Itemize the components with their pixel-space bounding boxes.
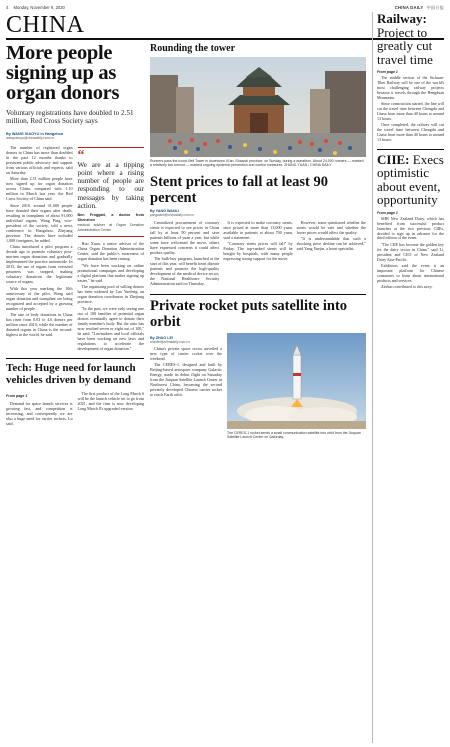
satellite-story	[150, 294, 366, 440]
pull-quote-text: We are at a tipping point where a rising number of people are responding to our messages by taking action.	[77, 160, 144, 210]
brand	[395, 5, 444, 11]
stent-byline: By YANG WANLI	[150, 208, 179, 213]
lead-headline[interactable]: More people signing up as organ donors	[6, 42, 120, 104]
ciie-paragraph: Exhibitors said the event is an important platform for Chinese consumers to learn about international products and services.	[377, 262, 444, 283]
railway-body	[377, 76, 444, 143]
ciie-headline[interactable]	[377, 153, 444, 207]
satellite-paragraph: China's private space sector unveiled a new type of carrier rocket over the weekend.	[150, 345, 222, 361]
lead-byline: By WANG XIAOYU in Hangzhou	[6, 131, 64, 136]
tech-story	[6, 358, 144, 428]
stent-paragraph: The bulk-buy program, launched at the start of this year, will benefit heart disease patients and promote the high-quality development of the medical device sector, the National Healthcare Security Administration said on Thursday.	[150, 256, 220, 287]
railway-headline[interactable]	[377, 12, 444, 66]
tech-headline[interactable]: Tech: Huge need for launch vehicles driven by demand	[6, 362, 136, 387]
ciie-headline-text: Execs optimistic about event, opportunity	[377, 151, 444, 208]
lead-paragraph: Huo Xuan, a senior advisor of the China Organ Donation Administration Center, said the public's awareness of organ donation has been raising.	[77, 241, 144, 262]
railway-paragraph: Since construction started, the line will cut the travel time between Chengdu and Lhasa from more than 40 hours to around 13 hours.	[377, 101, 444, 121]
lead-paragraph: Since 2010, around 31,000 people have donated their organs after death, resulting in transplants of about 91,000 individual organs, Wang Ping, vice-president of the society, told a news conference in Hangzhou, Zhejiang province. The donors have included 1,000 foreigners, he added.	[6, 202, 73, 243]
railway-headline-label: Railway:	[377, 11, 427, 26]
brand-name-cn: 中国日报	[426, 4, 444, 10]
railway-headline-text: Project to greatly cut travel time	[377, 24, 433, 67]
ciie-contributor-note: Xinhua contributed to this story.	[381, 284, 433, 290]
ciie-paragraph: SHR New Zealand Dairy, which has benefited from successful product launches at the two previous CIIEs, decided to sign up in advance for the third edition of the event.	[377, 215, 444, 241]
marathon-caption: Runners pass the iconic Bell Tower in downtown Xi'an, Shaanxi province, on Sunday, during a marathon. About 24,000 runners — marked a relatively low turnout — marked ongoing epidemic prevention and control measures. ZHANG YUAN / CHINA DAILY	[150, 159, 364, 168]
lead-body-col2	[78, 145, 145, 352]
tech-body-col1	[6, 391, 73, 428]
lead-paragraph: The organizing pool of willing donors has been widened by Cao Yuefeng, an organ donation coordinator in Zhejiang province.	[77, 284, 144, 305]
railway-from-page: From page 1	[377, 70, 398, 74]
right-column	[372, 12, 444, 743]
lead-paragraph: The rate of body donations in China has risen from 0.03 to 4.6 donors per million since 2010, while the number of donated organs in China is the second-highest in the world, he said.	[6, 312, 73, 338]
lead-paragraph: With this year marking the 10th anniversary of the pilot, Wang said organ donation and transplant are being recognized and accepted by a growing number of people.	[6, 285, 73, 311]
pull-quote	[78, 147, 145, 237]
railway-paragraph: Once completed, the railway will cut the travel time between Chengdu and Lhasa from more than 40 hours to around 13 hours.	[377, 122, 444, 142]
pull-quote-name: Ben Froggatt, a doctor from Shenzhen	[77, 213, 144, 223]
stent-headline[interactable]: Stent prices to fall at least 90 percent	[150, 173, 328, 206]
marathon-photo[interactable]	[150, 57, 366, 157]
stent-body	[150, 220, 366, 288]
ciie-headline-label: CIIE:	[377, 151, 410, 167]
stent-body-col1	[150, 220, 219, 288]
pull-quote-role: medical adviser at Organ Donation Administration Center	[77, 223, 144, 233]
brand-name: CHINA DAILY	[394, 4, 424, 10]
rocket-figure	[227, 333, 366, 440]
stent-body-col2	[223, 220, 292, 288]
stent-paragraph: However, some questioned whether the stents would be safe and whether the lower prices would affect the quality.	[296, 219, 366, 235]
railway-paragraph: The middle section of the Sichuan-Tibet Railway will be one of the world's most challenging railway projects because it travels through the Hengduan Mountains.	[377, 75, 444, 100]
rocket-photo-image	[227, 333, 366, 429]
tech-body	[6, 391, 144, 428]
lead-paragraph: More than 2.51 million people have now signed up for organ donation across China, compared with 1.10 million in March last year, the Red Cross Society of China said.	[6, 176, 73, 202]
stent-paragraph: Centralized procurement of coronary stents is expected to see prices in China fall by at least 90 percent and save patients billions of yuan a year, but while some have welcomed the move, others have expressed concerns it could affect product quality.	[150, 219, 220, 255]
lead-paragraph: The number of registered organ donors in China has more than doubled in the past 12 months thanks to persistent public advocacy and support from various officials and experts, said on Saturday.	[6, 144, 73, 175]
middle-column	[150, 43, 366, 743]
satellite-row	[150, 333, 366, 440]
lead-paragraph: "We have been working on online promotional campaigns and developing a digital platform that makes signing up easier," he said.	[77, 262, 144, 283]
ciie-paragraph: "The CIIE has become the golden key for the dairy sector in China," said Li, president and CEO of New Zealand Dairy Asia-Pacific.	[377, 241, 444, 262]
satellite-paragraph: The CERES-1, designed and built by Beijing-based aerospace company Galactic Energy, made its debut flight on Saturday from the Jiuquan Satellite Launch Center in Northwest China, becoming the second privately developed Chinese carrier rocket to reach Earth orbit.	[150, 362, 222, 398]
stent-body-col3	[297, 220, 366, 288]
page-number: 4	[6, 5, 9, 10]
stent-paragraph: "It is understandable that such a shocking price decline can be achieved," said Yang Yuejin, a heart specialist.	[296, 236, 366, 252]
lead-paragraph: China introduced a pilot program a decade ago to promote voluntary post-mortem organ donations and gradually implemented the practice nationwide. In 2015, the use of organs from executed prisoners was stopped, making voluntary donations the legitimate source of organs.	[6, 244, 73, 285]
tech-paragraph: Demand for space launch services is growing fast, and competition is increasing, and consequently we are also a huge need for carrier rockets, Lu said.	[6, 401, 73, 427]
satellite-headline[interactable]: Private rocket puts satellite into orbit	[150, 297, 348, 330]
ciie-body	[377, 217, 444, 290]
lead-body	[6, 145, 144, 352]
marathon-photo-image	[150, 57, 366, 157]
ciie-story	[377, 149, 444, 290]
ciie-from-page: From page 1	[377, 210, 398, 215]
rocket-photo[interactable]	[227, 333, 366, 429]
issue-date: Monday, November 9, 2020	[13, 5, 65, 10]
rocket-caption: The CERES-1 rocket sends a small communication satellite into orbit from the Jiuquan Satellite Launch Center on Saturday.	[227, 430, 361, 439]
lead-body-col1	[6, 145, 73, 352]
stent-paragraph: "Coronary stents prices will fall" by Friday. The top-ranked stents will be bought by hospitals, with many people expressing strong support for the move.	[223, 241, 293, 262]
stent-paragraph: It is expected to make coronary stents, once priced at more than 13,000 yuan, available to patients at about 700 yuan, said a statement.	[223, 219, 293, 240]
tech-from-page: From page 1	[6, 394, 28, 399]
tech-paragraph: The first product of the Long March 6 will be the launch vehicle set to go from 2021, and the firm is now developing Long March 8's upgraded version.	[77, 391, 144, 412]
satellite-email[interactable]: zhaolei@chinadaily.com.cn	[150, 339, 190, 344]
lead-email[interactable]: wangxiaoyu@chinadaily.com.cn	[6, 135, 55, 140]
lead-paragraph: "In the past, we were only seeing one out of 100 families of potential organ donors eventually agree to donate their family member's body. But the ratio has now reached seven or eight out of 100," he said. "Lawmakers and local officials have been working on new laws and regulations to accelerate the development of organ donation."	[77, 305, 144, 351]
stent-email[interactable]: yangwanli@chinadaily.com.cn	[150, 212, 194, 217]
lead-subhead: Voluntary registrations have doubled to 2.51 million, Red Cross Society says	[6, 109, 134, 126]
lead-story	[6, 43, 144, 743]
section-title: CHINA	[6, 12, 85, 38]
satellite-text	[150, 333, 222, 440]
tech-body-col2	[78, 391, 145, 428]
satellite-byline: By ZHAO LEI	[150, 335, 173, 340]
satellite-body	[150, 346, 222, 398]
photo-kicker: Rounding the tower	[150, 43, 236, 54]
quote-mark-icon: “	[77, 147, 85, 163]
page-info	[6, 5, 69, 10]
